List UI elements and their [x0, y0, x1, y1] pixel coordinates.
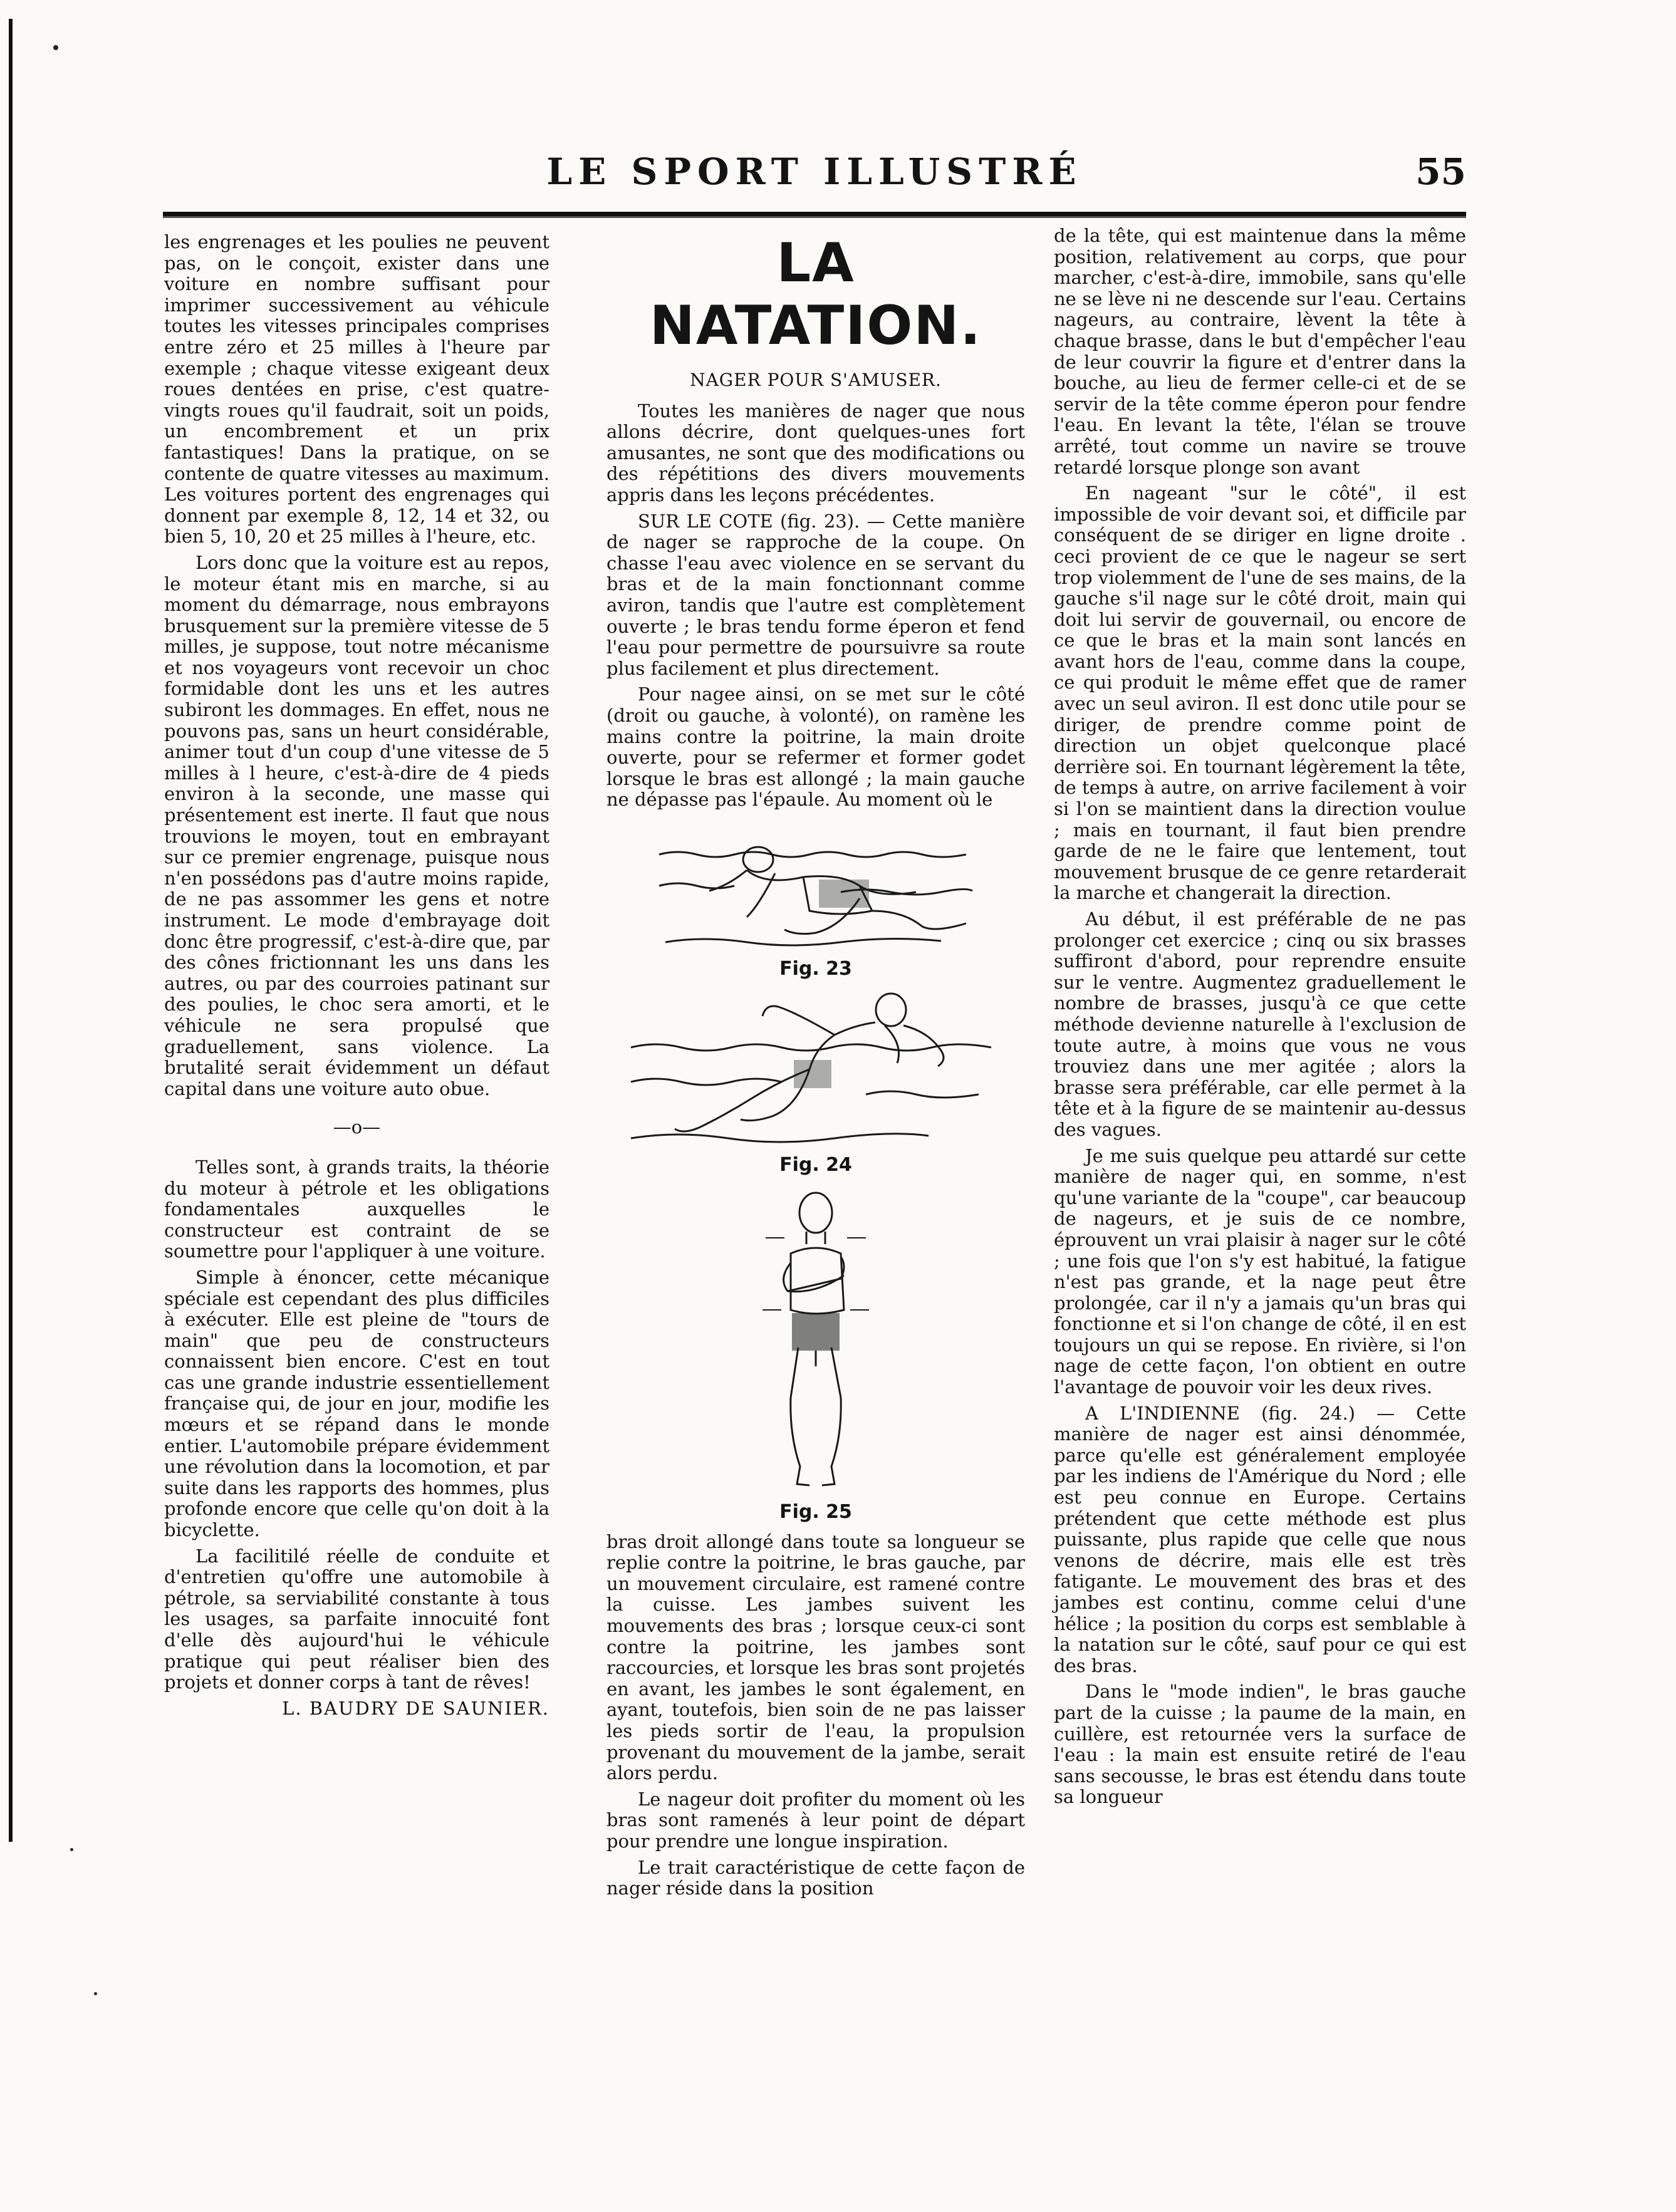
- paragraph: bras droit allongé dans toute sa longueur se replie contre la poitrine, le bras gauche, par un mouvement circulaire, est ramené contre la cuisse. Les jambes suivent les mouvements des bras ; lorsque ceux-ci sont contre la poitrine, les jambes sont raccourcies, et lorsque les bras sont projetés en avant, les jambes le sont également, en ayant, toutefois, bien soin de ne pas laisser les pieds sortir de l'eau, la propulsion provenant du mouvement de la jambe, serait alors perdu.: [606, 1530, 1025, 1784]
- article-subtitle: NAGER POUR S'AMUSER.: [690, 370, 942, 390]
- standing-swimmer-icon: [753, 1185, 878, 1498]
- author-signature: L. BAUDRY DE SAUNIER.: [282, 1697, 549, 1719]
- indian-stroke-swimmer-icon: [628, 988, 1004, 1151]
- article-title: LA NATATION.: [649, 232, 982, 357]
- figure-23: [606, 817, 1025, 980]
- page-header: [163, 125, 1466, 219]
- scan-speck: [70, 1848, 73, 1851]
- paragraph: Dans le "mode indien", le bras gauche part de la cuisse ; la paume de la main, en cuillère, est retournée vers la surface de l'eau : la main est ensuite retiré de l'eau sans secousse, le bras est étendu dans toute sa longueur: [1054, 1681, 1466, 1808]
- paragraph: Lors donc que la voiture est au repos, le moteur étant mis en marche, si au moment du démarrage, nous embrayons brusquement sur la première vitesse de 5 milles, je suppose, tout notre mécanisme et nos voyageurs vont recevoir un choc formidable dont les uns et les autres subiront les dommages. En effet, nous ne pouvons pas, sans un heurt considérable, animer tout d'un coup d'une vitesse de 5 milles à l heure, c'est-à-dire de 4 pieds environ à la seconde, une masse qui présentement est inerte. Il faut que nous trouvions le moyen, tout en embrayant sur ce premier engrenage, puisque nous n'en possédons pas d'autre moins rapide, de ne pas assommer les gens et notre instrument. Le mode d'embrayage doit donc être progressif, c'est-à-dire que, par des cônes frictionnant les uns dans les autres, ou par des courroies patinant sur des poulies, le choc sera amorti, et le véhicule ne sera propulsé que graduellement, sans violence. La brutalité serait évidemment un défaut capital dans une voiture auto obue.: [164, 551, 549, 1099]
- paragraph: Toutes les manières de nager que nous allons décrire, dont quelques-unes fort amusantes, ne sont que des modifications ou des répétitions des divers mouvements appris dans les leçons précédentes.: [606, 400, 1025, 506]
- figure-caption: Fig. 25: [779, 1501, 852, 1524]
- paragraph: les engrenages et les poulies ne peuvent pas, on le conçoit, exister dans une voiture en nombre suffisant pour imprimer successivement au véhicule toutes les vitesses principales comprises entre zéro et 25 milles à l'heure par exemple ; chaque vitesse exigeant deux roues dentées en prise, c'est quatre-vingts roues qu'il faudrait, soit un poids, un encombrement et un prix fantastiques! Dans la pratique, on se contente de quatre vitesses au maximum. Les voitures portent des engrenages qui donnent par exemple 8, 12, 14 et 32, ou bien 5, 10, 20 et 25 milles à l'heure, etc.: [164, 231, 549, 548]
- figure-caption: Fig. 23: [779, 957, 852, 980]
- paragraph: Le nageur doit profiter du moment où les bras sont ramenés à leur point de départ pour prendre une longue inspiration.: [606, 1788, 1025, 1852]
- figure-25: [606, 1185, 1025, 1523]
- paragraph: A L'INDIENNE (fig. 24.) — Cette manière de nager est ainsi dénommée, parce qu'elle est généralement employée par les indiens de l'Amérique du Nord ; elle est peu connue en Europe. Certains prétendent que cette méthode est plus puissante, plus rapide que celle que nous venons de décrire, mais elle est très fatigante. Le mouvement des bras et des jambes est continu, comme celui d'une hélice ; la position du corps est semblable à la natation sur le côté, sauf pour ce qui est des bras.: [1054, 1402, 1466, 1676]
- header-rule: [163, 212, 1466, 218]
- paragraph: La facilitilé réelle de conduite et d'entretien qu'offre une automobile à pétrole, sa serviabilité constante à tous les usages, sa parfaite innocuité font d'elle dès aujourd'hui le véhicule pratique qui peut réaliser bien des projets et donner corps à tant de rêves!: [164, 1545, 549, 1693]
- paragraph: Simple à énoncer, cette mécanique spéciale est cependant des plus difficiles à exécuter. Elle est pleine de "tours de main" que peu de constructeurs connaissent bien encore. C'est en tout cas une grande industrie essentiellement française qui, de jour en jour, modifie les mœurs et se répand dans le monde entier. L'automobile prépare évidemment une révolution dans la locomotion, et par suite dans les rapports des hommes, plus profonde encore que celle qu'on doit à la bicyclette.: [164, 1266, 549, 1541]
- right-column: [1054, 226, 1466, 1813]
- page-margin-rule: [9, 19, 13, 1842]
- paragraph: Pour nagee ainsi, on se met sur le côté (droit ou gauche, à volonté), on ramène les mains contre la poitrine, la main droite ouverte, pour se refermer et former godet lorsque le bras est allongé ; la main gauche ne dépasse pas l'épaule. Au moment où le: [606, 683, 1025, 811]
- paragraph: de la tête, qui est maintenue dans la même position, relativement au corps, que pour marcher, c'est-à-dire, immobile, sans qu'elle ne se lève ni ne descende sur l'eau. Certains nageurs, au contraire, lèvent la tête à chaque brasse, dans le but d'empêcher l'eau de leur couvrir la figure et d'entrer dans la bouche, au lieu de fermer celle-ci et de se servir de la tête comme éperon pour fendre l'eau. En levant la tête, l'élan se trouve arrêté, tout comme un navire se trouve retardé lorsque plonge son avant: [1054, 225, 1466, 478]
- paragraph: SUR LE COTE (fig. 23). — Cette manière de nager se rapproche de la coupe. On chasse l'eau avec violence en se servant du bras et de la main fonctionnant comme aviron, tandis que l'autre est complètement ouverte ; le bras tendu forme éperon et fend l'eau pour permettre de poursuivre sa route plus facilement et plus directement.: [606, 510, 1025, 679]
- scan-speck: [53, 45, 58, 50]
- figure-24: [606, 988, 1025, 1176]
- paragraph: Telles sont, à grands traits, la théorie du moteur à pétrole et les obligations fondamentales auxquelles le constructeur est contraint de se soumettre pour l'appliquer à une voiture.: [164, 1156, 549, 1262]
- section-separator: —o—: [333, 1116, 381, 1138]
- masthead-title: LE SPORT ILLUSTRÉ: [546, 150, 1083, 193]
- paragraph: Je me suis quelque peu attardé sur cette manière de nager qui, en somme, n'est qu'une variante de la "coupe", car beaucoup de nageurs, et je suis de ce nombre, éprouvent un vrai plaisir à nager sur le côté ; une fois que l'on s'y est habitué, la fatigue n'est pas grande, et la nage peut être prolongée, car il n'y a jamais qu'un bras qui fonctionne et si l'on change de côté, il en est toujours un qui se repose. En rivière, si l'on nage de cette façon, l'on obtient en outre l'avantage de pouvoir voir les deux rives.: [1054, 1145, 1466, 1398]
- middle-column: [606, 232, 1025, 1904]
- figure-caption: Fig. 24: [779, 1154, 852, 1176]
- left-column: [164, 232, 549, 1724]
- paragraph: Au début, il est préférable de ne pas prolonger cet exercice ; cinq ou six brasses suffiront d'abord, pour reprendre ensuite sur le ventre. Augmentez graduellement le nombre de brasses, jusqu'à ce que cette méthode devienne naturelle à l'exclusion de toute autre, à moins que vous ne vous trouviez dans une mer agitée ; alors la brasse sera préférable, car elle permet à la tête et à la figure de se maintenir au-dessus des vagues.: [1054, 908, 1466, 1140]
- paragraph: Le trait caractéristique de cette façon de nager réside dans la position: [606, 1856, 1025, 1899]
- paragraph: En nageant "sur le côté", il est impossible de voir devant soi, et difficile par conséquent de se diriger en ligne droite . ceci provient de ce que le nageur se sert trop violemment de l'une de ses mains, de la gauche s'il nage sur le côté droit, main qui doit lui servir de gouvernail, ou encore de ce que le bras et la main sont lancés en avant hors de l'eau, comme dans la coupe, ce qui produit le même effet que de ramer avec un seul aviron. Il est donc utile pour se diriger, de prendre comme point de direction un objet quelconque placé derrière soi. En tournant légèrement la tête, de temps à autre, on arrive facilement à voir si l'on se maintient dans la direction voulue ; mais en tournant, il faut bien prendre garde de ne le faire que lentement, tout mouvement brusque de ce genre retarderait la marche et changerait la direction.: [1054, 482, 1466, 904]
- scan-speck: [94, 1992, 97, 1995]
- page-number: 55: [1415, 150, 1466, 193]
- side-stroke-swimmer-icon: [653, 817, 979, 955]
